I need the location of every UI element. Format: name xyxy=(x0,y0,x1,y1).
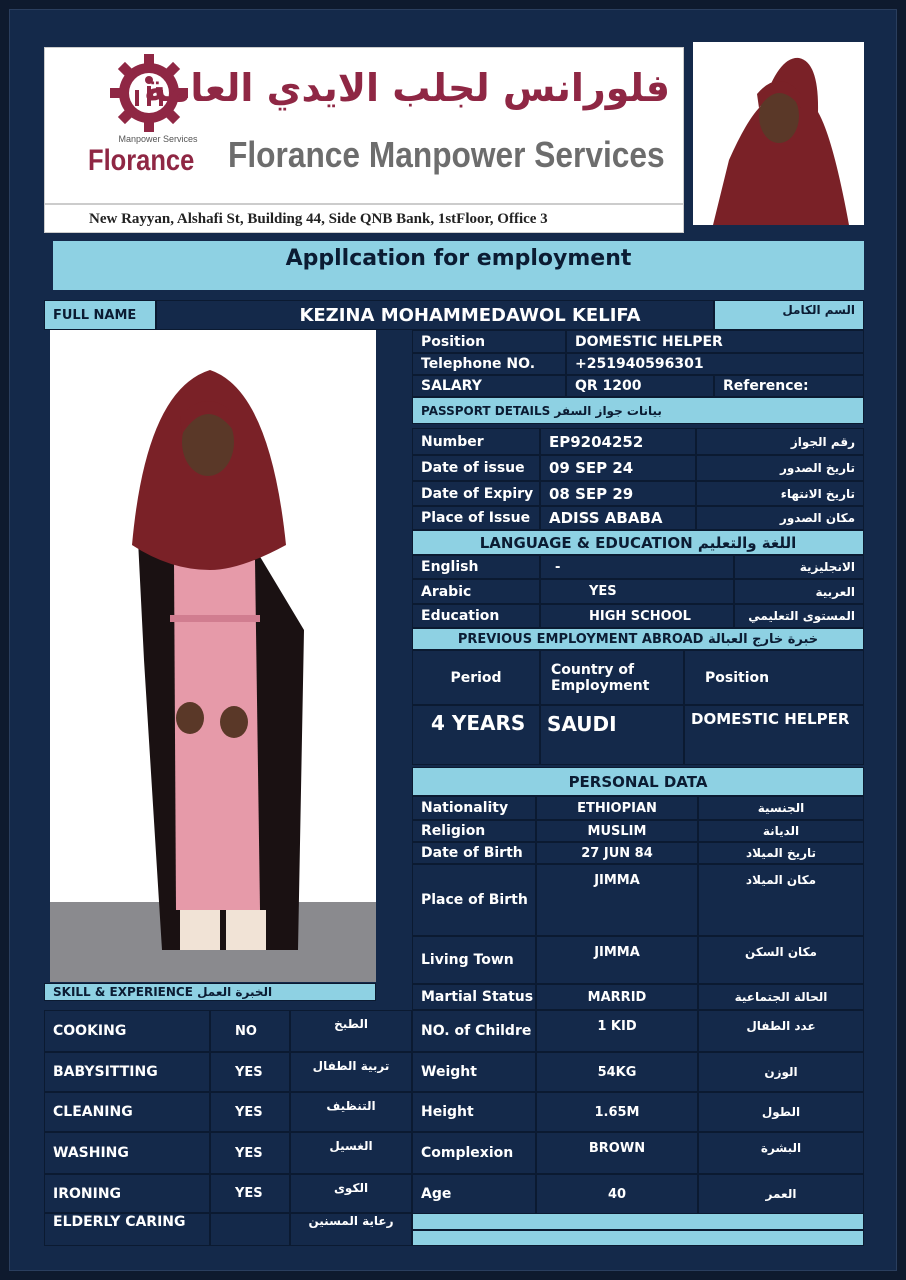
personal-row-label-arabic: عدد الطفال xyxy=(698,1010,864,1052)
personal-row-value: ETHIOPIAN xyxy=(536,796,698,820)
skill-row-label-arabic: الغسيل xyxy=(290,1132,412,1174)
skill-row-label: COOKING xyxy=(44,1010,210,1052)
language-row-label-arabic: العربية xyxy=(734,579,864,604)
skill-row-value: NO xyxy=(210,1010,290,1052)
language-row-value: HIGH SCHOOL xyxy=(540,604,734,628)
personal-row-value: MARRID xyxy=(536,984,698,1010)
logo-name: Florance xyxy=(88,144,195,177)
skill-row-label: CLEANING xyxy=(44,1092,210,1132)
previous-employment-header: PREVIOUS EMPLOYMENT ABROAD خبرة خارج العبالة xyxy=(412,628,864,650)
personal-row-label: Living Town xyxy=(412,936,536,984)
telephone-label: Telephone NO. xyxy=(412,353,566,375)
language-row-label-arabic: الانجليزية xyxy=(734,555,864,579)
personal-row-value: 27 JUN 84 xyxy=(536,842,698,864)
personal-row-label-arabic: الطول xyxy=(698,1092,864,1132)
full-name-value: KEZINA MOHAMMEDAWOL KELIFA xyxy=(156,300,714,330)
personal-row-label: Weight xyxy=(412,1052,536,1092)
salary-value: QR 1200 xyxy=(566,375,714,397)
passport-row-label: Place of Issue xyxy=(412,506,540,530)
personal-row-label: Date of Birth xyxy=(412,842,536,864)
country-column-header-line2: Employment xyxy=(551,677,650,694)
skill-row-label-arabic: التنظيف xyxy=(290,1092,412,1132)
personal-row-value: 1.65M xyxy=(536,1092,698,1132)
skill-row-label-arabic: الطبخ xyxy=(290,1010,412,1052)
previous-country-value: SAUDI xyxy=(540,705,684,765)
personal-row-label-arabic: مكان السكن xyxy=(698,936,864,984)
personal-row-value: MUSLIM xyxy=(536,820,698,842)
personal-row-value: 1 KID xyxy=(536,1010,698,1052)
passport-row-label: Date of Expiry xyxy=(412,481,540,506)
language-row-label-arabic: المستوى التعليمي xyxy=(734,604,864,628)
country-column-header xyxy=(540,650,684,705)
passport-row-label: Date of issue xyxy=(412,455,540,481)
language-row-value: YES xyxy=(540,579,734,604)
personal-row-label: Place of Birth xyxy=(412,864,536,936)
company-name-english: Florance Manpower Services xyxy=(228,134,665,175)
personal-row-label: Complexion xyxy=(412,1132,536,1174)
period-column-header: Period xyxy=(412,650,540,705)
passport-row-label-arabic: مكان الصدور xyxy=(696,506,864,530)
language-row-label: Education xyxy=(412,604,540,628)
position-value: DOMESTIC HELPER xyxy=(566,330,864,353)
logo-tagline: Manpower Services xyxy=(118,134,198,144)
personal-row-label: NO. of Childre xyxy=(412,1010,536,1052)
language-row-label: English xyxy=(412,555,540,579)
full-body-photo xyxy=(50,330,376,982)
passport-section-header: PASSPORT DETAILS بيانات جواز السفر xyxy=(412,397,864,424)
skill-row-label-arabic: الكوى xyxy=(290,1174,412,1213)
blank-row xyxy=(412,1213,864,1230)
passport-photo xyxy=(693,42,864,225)
previous-period-value: 4 YEARS xyxy=(412,705,540,765)
blank-row xyxy=(412,1230,864,1246)
salary-label: SALARY xyxy=(412,375,566,397)
personal-row-label-arabic: الديانة xyxy=(698,820,864,842)
personal-data-header: PERSONAL DATA xyxy=(412,767,864,796)
personal-row-value: 54KG xyxy=(536,1052,698,1092)
company-address: New Rayyan, Alshafi St, Building 44, Side QNB Bank, 1stFloor, Office 3 xyxy=(44,204,684,233)
skill-row-value xyxy=(210,1213,290,1246)
language-row-value: - xyxy=(540,555,734,579)
personal-row-value: JIMMA xyxy=(536,936,698,984)
passport-row-label-arabic: تاريخ الصدور xyxy=(696,455,864,481)
personal-row-label-arabic: البشرة xyxy=(698,1132,864,1174)
country-column-header-line1: Country of xyxy=(551,661,635,678)
passport-row-value: 09 SEP 24 xyxy=(540,455,696,481)
full-name-label-arabic: السم الكامل xyxy=(714,300,864,330)
passport-row-label: Number xyxy=(412,428,540,455)
language-row-label: Arabic xyxy=(412,579,540,604)
personal-row-label-arabic: تاريخ الميلاد xyxy=(698,842,864,864)
personal-row-label: Nationality xyxy=(412,796,536,820)
skill-row-label-arabic: تربية الطفال xyxy=(290,1052,412,1092)
position-label: Position xyxy=(412,330,566,353)
personal-row-label: Martial Status xyxy=(412,984,536,1010)
telephone-value: +251940596301 xyxy=(566,353,864,375)
skill-row-label: WASHING xyxy=(44,1132,210,1174)
personal-row-label-arabic: الحالة الجتماعية xyxy=(698,984,864,1010)
personal-row-label: Height xyxy=(412,1092,536,1132)
personal-row-label-arabic: العمر xyxy=(698,1174,864,1214)
language-section-header: LANGUAGE & EDUCATION اللغة والتعليم xyxy=(412,530,864,555)
passport-row-value: ADISS ABABA xyxy=(540,506,696,530)
full-name-label: FULL NAME xyxy=(44,300,156,330)
skill-row-value: YES xyxy=(210,1092,290,1132)
skill-row-value: YES xyxy=(210,1174,290,1213)
personal-row-label-arabic: الجنسية xyxy=(698,796,864,820)
passport-row-value: EP9204252 xyxy=(540,428,696,455)
reference-label: Reference: xyxy=(714,375,864,397)
skill-row-label: BABYSITTING xyxy=(44,1052,210,1092)
passport-row-value: 08 SEP 29 xyxy=(540,481,696,506)
personal-row-label-arabic: مكان الميلاد xyxy=(698,864,864,936)
skill-row-label-arabic: رعاية المسنين xyxy=(290,1213,412,1246)
position-column-header: Position xyxy=(684,650,864,705)
personal-row-value: 40 xyxy=(536,1174,698,1214)
skill-row-label: ELDERLY CARING xyxy=(44,1213,210,1246)
personal-row-value: JIMMA xyxy=(536,864,698,936)
passport-row-label-arabic: تاريخ الانتهاء xyxy=(696,481,864,506)
skill-row-value: YES xyxy=(210,1132,290,1174)
passport-row-label-arabic: رقم الجواز xyxy=(696,428,864,455)
personal-row-label: Religion xyxy=(412,820,536,842)
previous-position-value: DOMESTIC HELPER xyxy=(684,705,864,765)
skill-row-value: YES xyxy=(210,1052,290,1092)
personal-row-label-arabic: الوزن xyxy=(698,1052,864,1092)
personal-row-value: BROWN xyxy=(536,1132,698,1174)
personal-row-label: Age xyxy=(412,1174,536,1214)
company-name-arabic: فلورانس لجلب الايدي العامة xyxy=(143,66,670,110)
skill-row-label: IRONING xyxy=(44,1174,210,1213)
page-title: Appllcation for employment xyxy=(53,241,864,290)
skills-section-header: SKILL & EXPERIENCE الخبرة العمل xyxy=(44,983,376,1001)
